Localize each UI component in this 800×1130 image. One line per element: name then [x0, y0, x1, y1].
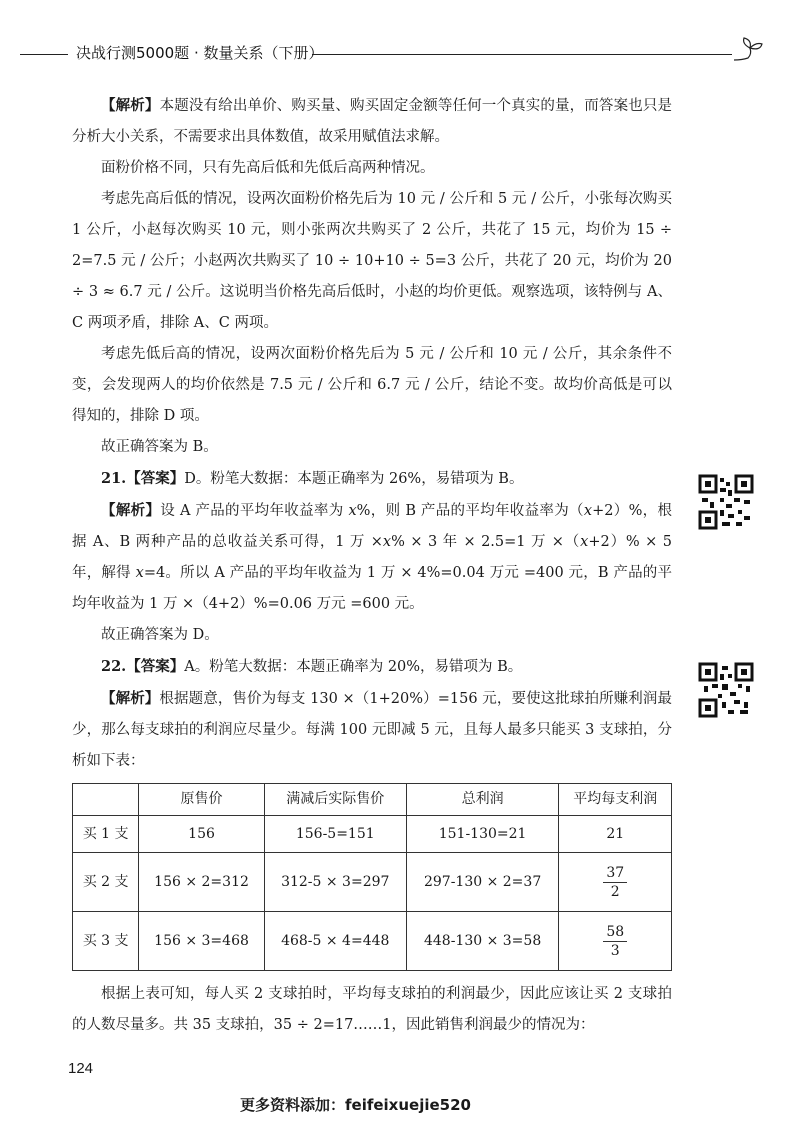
- total-profit-cell: 297-130 × 2=37: [406, 853, 559, 912]
- analysis-label-22: 【解析】: [101, 690, 160, 707]
- fraction-numerator: 58: [603, 923, 627, 942]
- qr-code-icon[interactable]: [698, 662, 754, 718]
- fraction: [603, 864, 627, 901]
- paragraph-after-table: 根据上表可知，每人买 2 支球拍时，平均每支球拍的利润最少，因此应该让买 2 支球拍的人数尽量多。共 35 支球拍，35 ÷ 2=17……1，因此销售利润最少的情况为：: [72, 986, 672, 1033]
- table-header-cell: 平均每支利润: [559, 784, 672, 816]
- paragraph-high-then-low: 考虑先高后低的情况，设两次面粉价格先后为 10 元 / 公斤和 5 元 / 公斤，小张每次购买 1 公斤，小赵每次购买 10 元，则小张两次共购买了 2 公斤，共花了 15 元，均价为 15 ÷ 2=7.5 元 / 公斤；小赵两次共购买了 10 ÷ 10+10 ÷ 5=3 公斤，共花了 20 元，均价为 20 ÷ 3 ≈ 6.7 元 / 公斤。这说明当价格先高后低时，小赵的均价更低。观察选项，该特例与 A、C 两项矛盾，排除 A、C 两项。: [72, 191, 672, 331]
- sprout-icon: [732, 36, 764, 64]
- answer-line-20: 故正确答案为 B。: [101, 439, 218, 455]
- original-price-cell: 156 × 2=312: [139, 853, 264, 912]
- paragraph-two-cases: 面粉价格不同，只有先高后低和先低后高两种情况。: [101, 160, 435, 176]
- average-profit-cell: [559, 853, 672, 912]
- table-header-cell: [73, 784, 139, 816]
- analysis-label: 【解析】: [101, 97, 160, 114]
- fraction-denominator: 2: [610, 883, 620, 900]
- original-price-cell: 156: [139, 816, 264, 853]
- answer-label-22: 22.【答案】: [101, 658, 185, 675]
- total-profit-cell: 151-130=21: [406, 816, 559, 853]
- answer-line-21: 故正确答案为 D。: [101, 627, 219, 643]
- discounted-price-cell: 468-5 × 4=448: [264, 912, 406, 971]
- table-row: [73, 816, 672, 853]
- question-21-answer: 21.【答案】D。粉笔大数据：本题正确率为 26%，易错项为 B。: [101, 470, 524, 487]
- book-title: 决战行测5000题 · 数量关系（下册）: [76, 44, 324, 62]
- discounted-price-cell: 156-5=151: [264, 816, 406, 853]
- total-profit-cell: 448-130 × 3=58: [406, 912, 559, 971]
- table-row: [73, 912, 672, 971]
- table-row: [73, 853, 672, 912]
- average-profit-cell: [559, 912, 672, 971]
- running-header: [0, 36, 800, 66]
- paragraph-low-then-high: 考虑先低后高的情况，设两次面粉价格先后为 5 元 / 公斤和 10 元 / 公斤，其余条件不变，会发现两人的均价依然是 7.5 元 / 公斤和 6.7 元 / 公斤，结论不变。故均价高低是可以得知的，排除 D 项。: [72, 346, 672, 424]
- table-header-cell: 满减后实际售价: [264, 784, 406, 816]
- profit-analysis-table: [72, 783, 672, 971]
- average-profit-cell: 21: [559, 816, 672, 853]
- table-header-cell: 总利润: [406, 784, 559, 816]
- row-label: 买 2 支: [73, 853, 139, 912]
- fraction-denominator: 3: [610, 942, 620, 959]
- qr-code-icon[interactable]: [698, 474, 754, 530]
- footer-note: 更多资料添加：feifeixuejie520: [240, 1096, 471, 1114]
- table-header-row: [73, 784, 672, 816]
- header-rule-right: [312, 54, 732, 55]
- page-number: 124: [68, 1060, 94, 1077]
- analysis-label-21: 【解析】: [101, 502, 161, 519]
- page-content: [72, 90, 672, 1041]
- question-22-answer: 22.【答案】A。粉笔大数据：本题正确率为 20%，易错项为 B。: [101, 658, 523, 675]
- header-rule-left: [20, 54, 68, 55]
- question-21-explanation: 【解析】设 A 产品的平均年收益率为 x%，则 B 产品的平均年收益率为（x+2）%，根据 A、B 两种产品的总收益关系可得，1 万 ×x% × 3 年 × 2.5=1 万 ×（x+2）% × 5 年，解得 x=4。所以 A 产品的平均年收益为 1 万 × 4%=0.04 万元 =400 元，B 产品的平均年收益为 1 万 ×（4+2）%=0.06 万元 =600 元。: [72, 502, 673, 612]
- discounted-price-cell: 312-5 × 3=297: [264, 853, 406, 912]
- answer-label-21: 21.【答案】: [101, 470, 185, 487]
- row-label: 买 3 支: [73, 912, 139, 971]
- original-price-cell: 156 × 3=468: [139, 912, 264, 971]
- row-label: 买 1 支: [73, 816, 139, 853]
- table-header-cell: 原售价: [139, 784, 264, 816]
- paragraph-analysis-intro: 【解析】本题没有给出单价、购买量、购买固定金额等任何一个真实的量，而答案也只是分析大小关系，不需要求出具体数值，故采用赋值法求解。: [72, 97, 673, 145]
- fraction-numerator: 37: [603, 864, 627, 883]
- fraction: [603, 923, 627, 960]
- question-22-explanation: 【解析】根据题意，售价为每支 130 ×（1+20%）=156 元，要使这批球拍所赚利润最少，那么每支球拍的利润应尽量少。每满 100 元即减 5 元，且每人最多只能买 3 支球拍，分析如下表：: [72, 690, 672, 769]
